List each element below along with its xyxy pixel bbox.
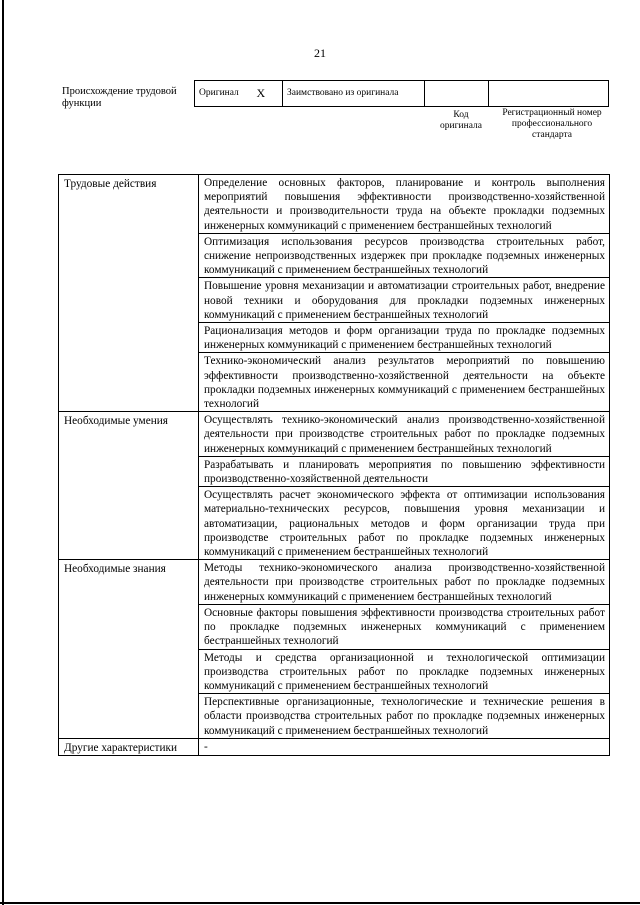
required-knowledge-item: Методы технико-экономического анализа производственно-хозяйственной деятельности при производстве строительных работ по прокладке подземных инженерных коммуникаций с применением бестраншейных технологий (199, 560, 610, 605)
origin-reg-cell (489, 81, 609, 107)
table-row (59, 175, 610, 234)
page-border-bottom (0, 902, 640, 904)
labor-actions-item: Оптимизация использования ресурсов производства строительных работ, снижение непроизводственных издержек при прокладке подземных инженерных коммуникаций с применением бестраншейных технологий (199, 233, 610, 278)
code-original-label: Код оригинала (440, 110, 482, 131)
origin-original-mark: Х (253, 81, 283, 107)
labor-actions-item: Рационализация методов и форм организации труда по прокладке подземных инженерных коммуникаций с применением бестраншейных технологий (199, 323, 610, 353)
required-skills-item: Разрабатывать и планировать мероприятия по повышению эффективности производственно-хозяйственной деятельности (199, 456, 610, 486)
origin-borrowed-cell: Заимствовано из оригинала (283, 81, 425, 107)
labor-actions-item: Определение основных факторов, планирование и контроль выполнения мероприятий повышения эффективности производственно-хозяйственной деятельности и производительности труда на объекте прокладки подземных инженерных коммуникаций с применением бестраншейных технологий (199, 175, 610, 234)
required-skills-item: Осуществлять технико-экономический анализ производственно-хозяйственной деятельности при производстве строительных работ по прокладке подземных инженерных коммуникаций с применением бестраншейных технологий (199, 412, 610, 457)
labor-actions-label: Трудовые действия (59, 175, 199, 412)
reg-number-label: Регистрационный номер профессионального стандарта (502, 108, 602, 140)
required-knowledge-item: Перспективные организационные, технологические и технические решения в области производства строительных работ по прокладке подземных инженерных коммуникаций с применением бестраншейных технологий (199, 694, 610, 739)
page-number: 21 (314, 46, 326, 60)
labor-actions-item: Технико-экономический анализ результатов мероприятий по повышению эффективности производственно-хозяйственной деятельности на объекте прокладки подземных инженерных коммуникаций с применением бестраншейных технологий (199, 353, 610, 412)
required-knowledge-label: Необходимые знания (59, 560, 199, 738)
table-row (59, 738, 610, 755)
labor-actions-item: Повышение уровня механизации и автоматизации строительных работ, внедрение новой техники и оборудования для прокладки подземных инженерных коммуникаций с применением бестраншейных технологий (199, 278, 610, 323)
origin-code-cell (425, 81, 489, 107)
page-border-left (2, 0, 4, 905)
other-characteristics-item: - (199, 738, 610, 755)
origin-table (194, 80, 609, 107)
required-knowledge-item: Основные факторы повышения эффективности производства строительных работ по прокладке подземных инженерных коммуникаций с применением бестраншейных технологий (199, 604, 610, 649)
required-skills-item: Осуществлять расчет экономического эффекта от оптимизации использования материально-технических ресурсов, повышения уровня механизации и автоматизации, рациональных методов и форм организации труда при производстве строительных работ по прокладке подземных инженерных коммуникаций с применением бестраншейных технологий (199, 487, 610, 560)
origin-label: Происхождение трудовой функции (62, 86, 177, 109)
other-characteristics-label: Другие характеристики (59, 738, 199, 755)
required-skills-label: Необходимые умения (59, 412, 199, 560)
table-row (59, 412, 610, 457)
labor-function-body (59, 175, 610, 756)
required-knowledge-item: Методы и средства организационной и технологической оптимизации производства строительных работ по прокладке подземных инженерных коммуникаций с применением бестраншейных технологий (199, 649, 610, 694)
labor-function-table (58, 174, 610, 756)
table-row (59, 560, 610, 605)
origin-original-cell: Оригинал (195, 81, 253, 107)
